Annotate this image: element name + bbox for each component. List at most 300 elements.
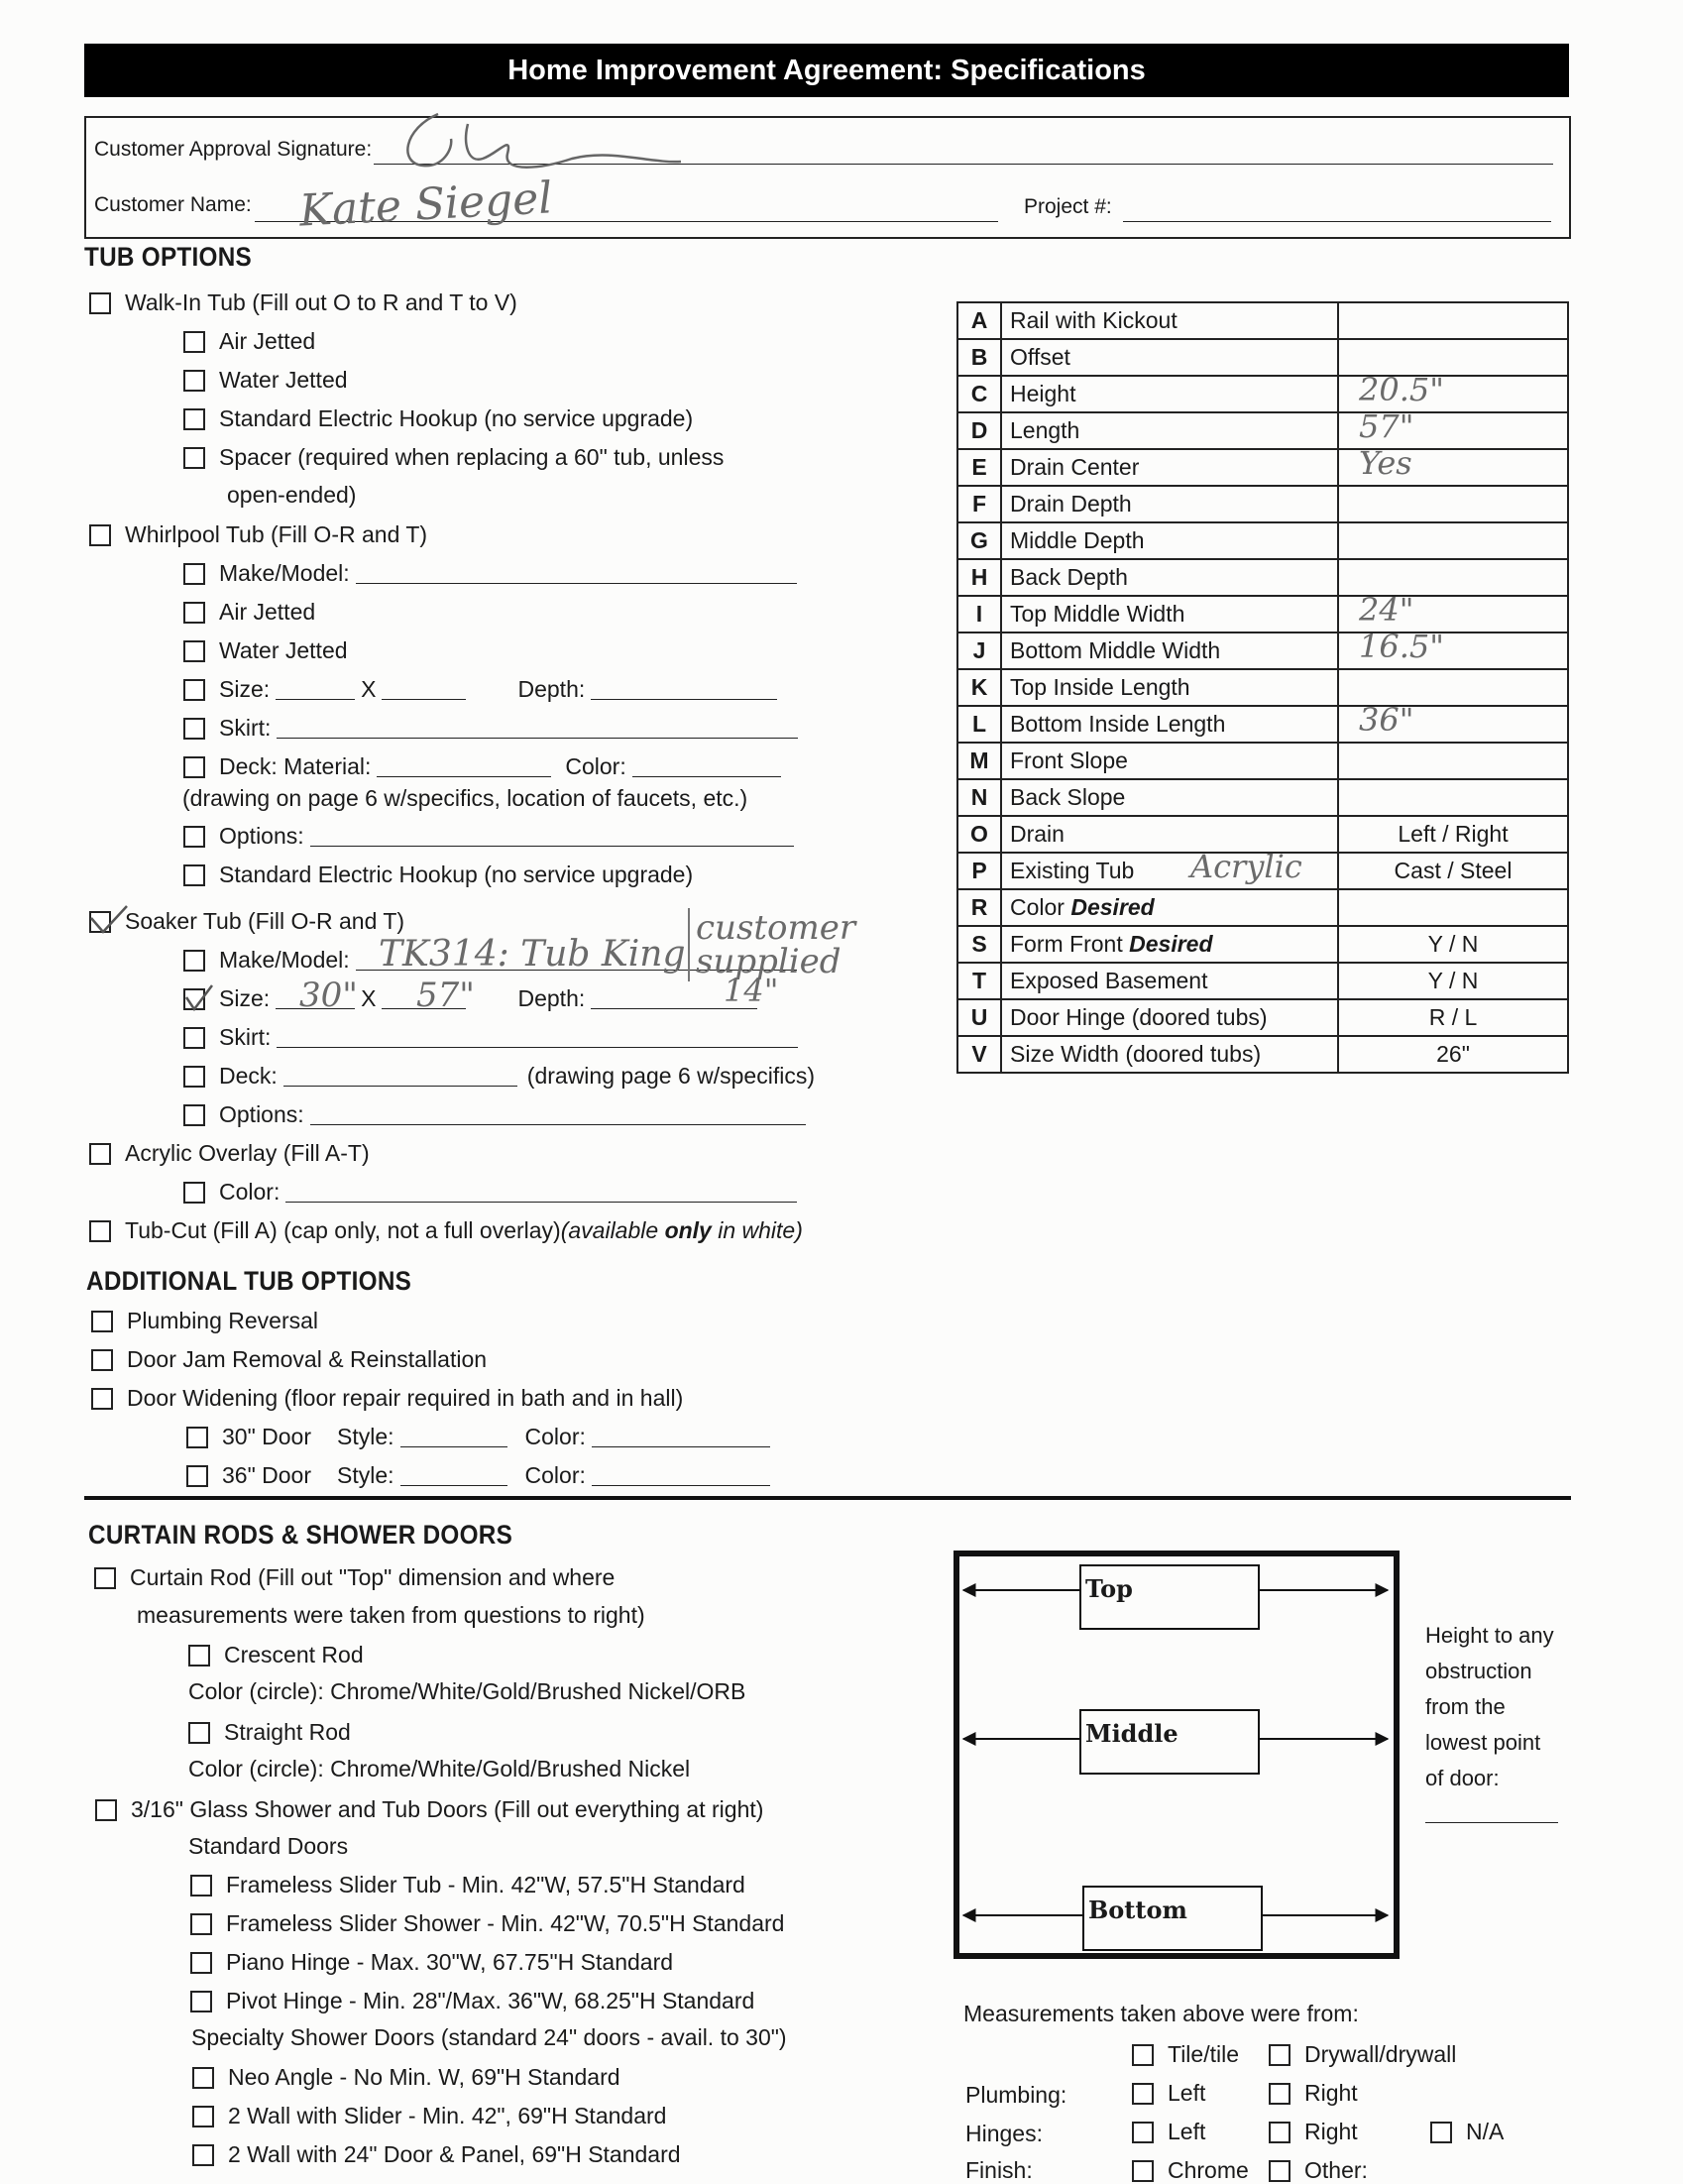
spec-description: Drain Depth [1001, 486, 1338, 522]
option-label: Left [1168, 2119, 1206, 2144]
project-field[interactable] [1123, 221, 1551, 222]
deck-color-field[interactable] [632, 756, 781, 777]
depth-label: Depth: [517, 676, 586, 702]
option-label: Frameless Slider Tub - Min. 42"W, 57.5"H Standard [226, 1872, 745, 1897]
page-title: Home Improvement Agreement: Specifications [84, 44, 1569, 97]
spec-value-cell[interactable] [1338, 999, 1568, 1036]
handwritten-value: 57" [1359, 407, 1414, 445]
option-label: Curtain Rod (Fill out "Top" dimension and where [130, 1564, 616, 1590]
spec-key: U [957, 999, 1001, 1036]
spec-key: A [957, 302, 1001, 339]
soaker-customer-note: customer [688, 908, 855, 948]
curtain-rod-option[interactable] [94, 1564, 615, 1591]
spec-row-t [957, 963, 1568, 999]
checkbox[interactable] [192, 2144, 214, 2166]
option-label: Air Jetted [219, 599, 316, 625]
spacer-note: open-ended) [227, 482, 357, 508]
option-label: Piano Hinge - Max. 30"W, 67.75"H Standard [226, 1949, 674, 1975]
spec-row-d [957, 412, 1568, 449]
note-line: from the [1425, 1694, 1506, 1719]
checkbox[interactable] [1132, 2044, 1154, 2066]
plumbing-label: Plumbing: [965, 2082, 1067, 2108]
spec-key: M [957, 743, 1001, 779]
checkbox[interactable] [1132, 2160, 1154, 2182]
piano-hinge-option[interactable] [190, 1949, 673, 1976]
walk-in-label: Walk-In Tub (Fill out O to R and T to V) [125, 289, 517, 315]
style-field[interactable] [400, 1465, 507, 1486]
checkbox[interactable] [186, 1465, 208, 1487]
checkbox[interactable] [183, 331, 205, 353]
crescent-rod-option[interactable] [188, 1642, 364, 1668]
spec-value-cell[interactable] [1338, 926, 1568, 963]
checkbox[interactable] [91, 1388, 113, 1410]
spec-key: C [957, 376, 1001, 412]
top-label: Top [1079, 1564, 1260, 1630]
soaker-skirt-option[interactable] [183, 1024, 804, 1051]
plumbing-reversal-option[interactable] [91, 1308, 318, 1334]
deck-field[interactable] [283, 1066, 517, 1087]
spec-description: Front Slope [1001, 743, 1338, 779]
tub-options-title: TUB OPTIONS [84, 242, 253, 272]
hinges-na-option[interactable] [1430, 2119, 1504, 2145]
skirt-field[interactable] [277, 1027, 798, 1048]
checkbox[interactable] [89, 1220, 111, 1242]
spec-key: F [957, 486, 1001, 522]
walk-in-spacer-option[interactable] [183, 444, 724, 471]
spec-value-cell[interactable] [1338, 486, 1568, 522]
soaker-size-width-value: 30" [299, 976, 358, 1015]
spec-description: Back Slope [1001, 779, 1338, 816]
spec-row-p [957, 853, 1568, 889]
option-label: Water Jetted [219, 367, 348, 393]
spec-description: Bottom Middle Width [1001, 632, 1338, 669]
depth-field[interactable] [591, 679, 777, 700]
option-label: 2 Wall with 24" Door & Panel, 69"H Standard [228, 2141, 681, 2167]
spec-row-k [957, 669, 1568, 706]
options-field[interactable] [310, 1104, 806, 1125]
size-width-field[interactable] [276, 679, 355, 700]
walk-in-tub-option[interactable] [89, 289, 517, 316]
checkbox[interactable] [188, 1645, 210, 1667]
whirlpool-water-option[interactable] [183, 637, 348, 664]
spec-row-j [957, 632, 1568, 669]
spec-row-l [957, 706, 1568, 743]
spec-value-cell[interactable] [1190, 848, 1568, 889]
checkbox[interactable] [183, 1182, 205, 1204]
spec-description: Middle Depth [1001, 522, 1338, 559]
checkbox[interactable] [1430, 2122, 1452, 2143]
hinges-label: Hinges: [965, 2121, 1043, 2146]
note-line: of door: [1425, 1766, 1500, 1790]
spec-value-cell[interactable] [1338, 701, 1568, 743]
checkbox[interactable] [1269, 2160, 1290, 2182]
option-label: Chrome [1168, 2157, 1249, 2183]
spec-value: Y / N [1427, 931, 1479, 957]
spec-description: Exposed Basement [1001, 963, 1338, 999]
wall-door-panel-option[interactable] [192, 2141, 681, 2168]
spec-row-v [957, 1036, 1568, 1073]
handwritten-value: 20.5" [1359, 371, 1444, 408]
checkbox[interactable] [95, 1799, 117, 1821]
style-label: Style: [337, 1462, 394, 1488]
bottom-label: Bottom [1082, 1886, 1263, 1951]
note-line: Height to any [1425, 1623, 1554, 1648]
spec-value: R / L [1428, 1004, 1478, 1030]
spec-key: J [957, 632, 1001, 669]
acrylic-label: Acrylic Overlay (Fill A-T) [125, 1140, 370, 1166]
option-label: Drywall/drywall [1304, 2041, 1457, 2067]
customer-name-label: Customer Name: [94, 193, 252, 216]
handwritten-value: Acrylic [1190, 848, 1302, 885]
obstruction-height-field[interactable] [1425, 1796, 1558, 1823]
spec-value-cell[interactable] [1338, 963, 1568, 999]
spec-description: Bottom Inside Length [1001, 706, 1338, 743]
color-field[interactable] [592, 1427, 770, 1447]
x-label: X [361, 985, 377, 1011]
option-label: Frameless Slider Shower - Min. 42"W, 70.5"H Standard [226, 1910, 785, 1936]
option-label: Door Jam Removal & Reinstallation [127, 1346, 488, 1372]
option-label: Right [1304, 2080, 1358, 2106]
deck-material-field[interactable] [377, 756, 551, 777]
spec-value-cell[interactable] [1338, 889, 1568, 926]
option-label: Neo Angle - No Min. W, 69"H Standard [228, 2064, 620, 2090]
option-label: Make/Model: [219, 947, 350, 973]
spec-description: Height [1001, 376, 1338, 412]
spec-row-s [957, 926, 1568, 963]
hinges-left-option[interactable] [1132, 2119, 1205, 2145]
spec-key: R [957, 889, 1001, 926]
option-label: Skirt: [219, 1024, 272, 1050]
checkbox[interactable] [188, 1722, 210, 1744]
crescent-color-choices[interactable]: Color (circle): Chrome/White/Gold/Brushed Nickel/ORB [188, 1678, 746, 1704]
checkbox[interactable] [183, 602, 205, 624]
option-label: Right [1304, 2119, 1358, 2144]
plumbing-right-option[interactable] [1269, 2080, 1358, 2107]
door-36-option[interactable] [186, 1462, 776, 1489]
checkbox[interactable] [183, 1066, 205, 1088]
depth-label: Depth: [517, 985, 586, 1011]
finish-chrome-option[interactable] [1132, 2157, 1249, 2184]
spec-key: H [957, 559, 1001, 596]
spec-key: L [957, 706, 1001, 743]
option-label: Plumbing Reversal [127, 1308, 319, 1333]
option-label: Make/Model: [219, 560, 350, 586]
soaker-label: Soaker Tub (Fill O-R and T) [125, 908, 405, 934]
color-field[interactable] [285, 1182, 797, 1203]
checkbox[interactable] [89, 292, 111, 314]
checkbox[interactable] [94, 1567, 116, 1589]
spec-key: B [957, 339, 1001, 376]
checkbox[interactable] [89, 1143, 111, 1165]
specialty-doors-heading: Specialty Shower Doors (standard 24" doors - avail. to 30") [191, 2024, 787, 2050]
spec-row-e [957, 449, 1568, 486]
whirlpool-air-option[interactable] [183, 599, 315, 626]
soaker-size-length-value: 57" [416, 976, 475, 1015]
checkbox[interactable] [183, 756, 205, 778]
spec-row-n [957, 779, 1568, 816]
option-label: 30" Door [222, 1424, 311, 1449]
spec-key: I [957, 596, 1001, 632]
checkbox[interactable] [190, 1952, 212, 1974]
note-line: obstruction [1425, 1659, 1532, 1683]
option-label: Skirt: [219, 715, 272, 741]
x-label: X [361, 676, 377, 702]
option-label: Standard Electric Hookup (no service upgrade) [219, 862, 694, 887]
section-divider [84, 1496, 1571, 1500]
color-label: Color: [524, 1424, 586, 1449]
spec-row-i [957, 596, 1568, 632]
skirt-field[interactable] [277, 718, 798, 739]
spec-row-h [957, 559, 1568, 596]
checkbox[interactable] [192, 2067, 214, 2089]
acrylic-color-option[interactable] [183, 1179, 803, 1206]
spec-key: S [957, 926, 1001, 963]
door-30-option[interactable] [186, 1424, 776, 1450]
option-label: 3/16" Glass Shower and Tub Doors (Fill out everything at right) [131, 1796, 764, 1822]
spec-key: G [957, 522, 1001, 559]
hinges-right-option[interactable] [1269, 2119, 1358, 2145]
checkbox[interactable] [183, 408, 205, 430]
walk-in-electric-option[interactable] [183, 405, 693, 432]
additional-options-title: ADDITIONAL TUB OPTIONS [86, 1266, 412, 1296]
spec-description: Top Middle Width [1001, 596, 1338, 632]
spec-row-g [957, 522, 1568, 559]
soaker-depth-value: 14" [724, 972, 779, 1009]
spec-value-cell[interactable] [1338, 779, 1568, 816]
finish-other-option[interactable] [1269, 2157, 1368, 2184]
whirlpool-make-option[interactable] [183, 560, 803, 587]
walk-in-air-option[interactable] [183, 328, 315, 355]
checkbox[interactable] [183, 950, 205, 972]
option-label: Crescent Rod [224, 1642, 364, 1667]
spec-value: Left / Right [1398, 821, 1509, 847]
option-label: Deck: Material: [219, 753, 372, 779]
whirlpool-tub-option[interactable] [89, 521, 427, 548]
style-field[interactable] [400, 1427, 507, 1447]
option-label: Other: [1304, 2157, 1368, 2183]
option-label: N/A [1466, 2119, 1505, 2144]
spec-key: O [957, 816, 1001, 853]
color-label: Color: [524, 1462, 586, 1488]
soaker-deck-option[interactable] [183, 1063, 815, 1090]
spec-value-cell[interactable] [1338, 628, 1568, 669]
checkbox[interactable] [183, 718, 205, 740]
options-field[interactable] [310, 826, 794, 847]
project-label: Project #: [1024, 195, 1112, 218]
soaker-options-option[interactable] [183, 1101, 812, 1128]
spec-row-u [957, 999, 1568, 1036]
spec-value-cell[interactable] [1338, 302, 1568, 339]
spec-key: D [957, 412, 1001, 449]
whirlpool-deck-option[interactable] [183, 753, 787, 780]
spec-value-cell[interactable] [1338, 816, 1568, 853]
option-label: Color: [219, 1179, 280, 1205]
frameless-slider-tub-option[interactable] [190, 1872, 745, 1898]
spec-value-cell[interactable] [1338, 743, 1568, 779]
checkbox[interactable] [89, 524, 111, 546]
door-measurement-diagram [954, 1551, 1400, 1959]
checkbox[interactable] [91, 1311, 113, 1332]
option-label: Deck: [219, 1063, 278, 1089]
spec-key: E [957, 449, 1001, 486]
option-label: Straight Rod [224, 1719, 351, 1745]
handwritten-check-mark [87, 902, 131, 938]
checkbox[interactable] [190, 1991, 212, 2012]
option-label: Spacer (required when replacing a 60" tub, unless [219, 444, 725, 470]
spec-value: 26" [1436, 1041, 1470, 1067]
spec-value-cell[interactable] [1338, 444, 1568, 486]
option-label: Size: [219, 985, 271, 1011]
straight-rod-option[interactable] [188, 1719, 351, 1746]
option-label: Pivot Hinge - Min. 28"/Max. 36"W, 68.25"H Standard [226, 1988, 755, 2013]
option-label: Options: [219, 1101, 304, 1127]
checkbox[interactable] [1132, 2122, 1154, 2143]
option-label: 2 Wall with Slider - Min. 42", 69"H Standard [228, 2103, 667, 2128]
checkbox[interactable] [183, 1027, 205, 1049]
checkbox[interactable] [183, 563, 205, 585]
handwritten-signature [384, 104, 740, 183]
checkbox[interactable] [183, 864, 205, 886]
spec-description: Drain Center [1001, 449, 1338, 486]
option-label: Water Jetted [219, 637, 348, 663]
acrylic-overlay-option[interactable] [89, 1140, 370, 1167]
option-label: Left [1168, 2080, 1206, 2106]
option-label: Air Jetted [219, 328, 316, 354]
soaker-tub-option[interactable] [89, 908, 404, 935]
style-label: Style: [337, 1424, 394, 1449]
spec-row-b [957, 339, 1568, 376]
option-label: Options: [219, 823, 304, 849]
deck-note: (drawing page 6 w/specifics) [526, 1063, 815, 1089]
spec-description: Top Inside Length [1001, 669, 1338, 706]
whirlpool-label: Whirlpool Tub (Fill O-R and T) [125, 521, 428, 547]
checkbox[interactable] [183, 679, 205, 701]
pivot-hinge-option[interactable] [190, 1988, 754, 2014]
note-line: lowest point [1425, 1730, 1541, 1755]
spec-description: Back Depth [1001, 559, 1338, 596]
handwritten-value: 24" [1359, 591, 1414, 629]
handwritten-value: 16.5" [1359, 628, 1444, 665]
spec-value-cell[interactable] [1338, 1036, 1568, 1073]
tub-cut-label: Tub-Cut (Fill A) (cap only, not a full overlay) [125, 1217, 561, 1243]
spec-description: Door Hinge (doored tubs) [1001, 999, 1338, 1036]
tub-cut-note: (available only in white) [560, 1217, 803, 1243]
tub-cut-option[interactable] [89, 1217, 803, 1244]
checkbox[interactable] [190, 1913, 212, 1935]
finish-label: Finish: [965, 2157, 1033, 2183]
handwritten-value: Yes [1359, 444, 1412, 482]
standard-doors-heading: Standard Doors [188, 1833, 349, 1859]
door-jam-option[interactable] [91, 1346, 487, 1373]
option-label: Tile/tile [1168, 2041, 1239, 2067]
option-label: Standard Electric Hookup (no service upgrade) [219, 405, 694, 431]
walk-in-water-option[interactable] [183, 367, 348, 394]
deck-drawing-note: (drawing on page 6 w/specifics, location of faucets, etc.) [182, 785, 748, 811]
checkbox[interactable] [1269, 2122, 1290, 2143]
customer-info-box [84, 116, 1571, 239]
checkbox[interactable] [186, 1427, 208, 1448]
color-field[interactable] [592, 1465, 770, 1486]
spec-row-a [957, 302, 1568, 339]
checkbox[interactable] [91, 1349, 113, 1371]
spec-key: N [957, 779, 1001, 816]
color-label: Color: [565, 753, 626, 779]
middle-label: Middle [1079, 1709, 1260, 1775]
checkbox[interactable] [1132, 2083, 1154, 2105]
spec-description: Drain [1001, 816, 1338, 853]
curtain-rod-note: measurements were taken from questions to right) [137, 1602, 645, 1628]
spec-description: Rail with Kickout [1001, 302, 1338, 339]
checkbox[interactable] [183, 1104, 205, 1126]
handwritten-value: 36" [1359, 701, 1414, 739]
option-label: 36" Door [222, 1462, 311, 1488]
spec-description: Color Desired [1001, 889, 1338, 926]
whirlpool-skirt-option[interactable] [183, 715, 804, 742]
curtain-rods-title: CURTAIN RODS & SHOWER DOORS [88, 1520, 513, 1550]
frameless-slider-shower-option[interactable] [190, 1910, 784, 1937]
whirlpool-options-option[interactable] [183, 823, 800, 850]
door-widening-option[interactable] [91, 1385, 683, 1412]
tub-spec-table [956, 301, 1569, 1074]
size-length-field[interactable] [382, 679, 466, 700]
obstruction-note [1425, 1618, 1558, 1823]
make-field[interactable] [356, 563, 797, 584]
glass-doors-option[interactable] [95, 1796, 763, 1823]
straight-color-choices[interactable]: Color (circle): Chrome/White/Gold/Brushed Nickel [188, 1756, 691, 1782]
spec-key: K [957, 669, 1001, 706]
spec-key: V [957, 1036, 1001, 1073]
drywall-option[interactable] [1269, 2041, 1456, 2068]
signature-label: Customer Approval Signature: [94, 138, 373, 161]
soaker-supplied-note: supplied [688, 942, 842, 981]
spec-description: Offset [1001, 339, 1338, 376]
spec-description: Form Front Desired [1001, 926, 1338, 963]
spec-value: Cast / Steel [1394, 858, 1513, 883]
neo-angle-option[interactable] [192, 2064, 620, 2091]
checkbox[interactable] [1269, 2083, 1290, 2105]
checkbox[interactable] [183, 826, 205, 848]
spec-row-f [957, 486, 1568, 522]
soaker-make-handwritten: TK314: Tub King [379, 934, 686, 975]
measurements-heading: Measurements taken above were from: [963, 2001, 1359, 2026]
handwritten-check-mark [182, 983, 216, 1013]
spec-key: P [957, 853, 1001, 889]
customer-name-value: Kate Siegel [297, 172, 554, 237]
spec-row-r [957, 889, 1568, 926]
option-label: Size: [219, 676, 271, 702]
spec-value: Y / N [1427, 968, 1479, 993]
checkbox[interactable] [183, 640, 205, 662]
whirlpool-electric-option[interactable] [183, 862, 693, 888]
spec-key: T [957, 963, 1001, 999]
whirlpool-size-option[interactable] [183, 676, 783, 703]
spec-description: Size Width (doored tubs) [1001, 1036, 1338, 1073]
spec-description: Existing Tub [1001, 853, 1338, 889]
spec-row-m [957, 743, 1568, 779]
spec-row-c [957, 376, 1568, 412]
option-label: Door Widening (floor repair required in bath and in hall) [127, 1385, 684, 1411]
wall-slider-option[interactable] [192, 2103, 666, 2129]
checkbox[interactable] [190, 1875, 212, 1897]
spec-value-cell[interactable] [1338, 522, 1568, 559]
tile-tile-option[interactable] [1132, 2041, 1239, 2068]
plumbing-left-option[interactable] [1132, 2080, 1205, 2107]
checkbox[interactable] [192, 2106, 214, 2127]
checkbox[interactable] [183, 370, 205, 392]
spec-description: Length [1001, 412, 1338, 449]
checkbox[interactable] [1269, 2044, 1290, 2066]
checkbox[interactable] [183, 447, 205, 469]
